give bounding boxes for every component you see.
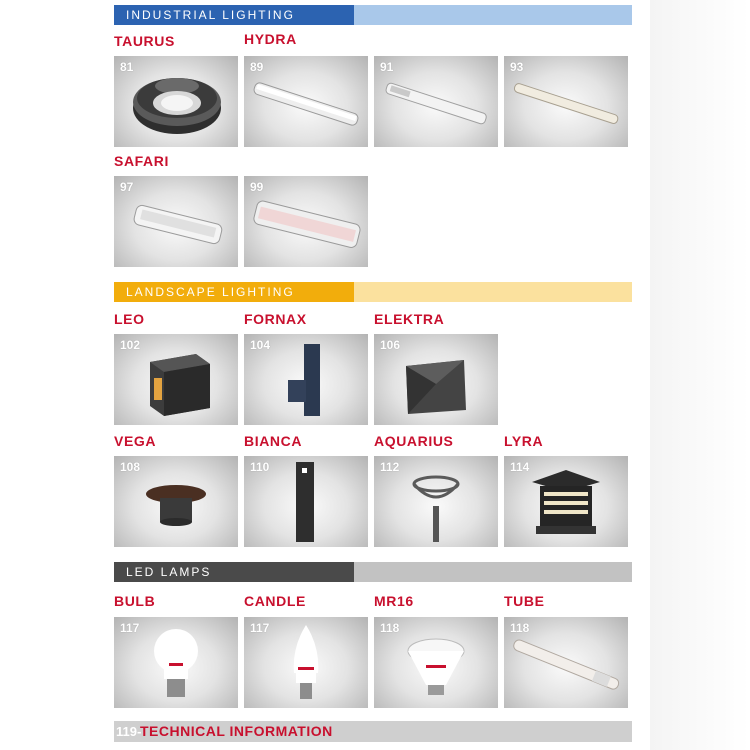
page-number: 106 [380, 338, 401, 352]
page-number: 91 [380, 60, 394, 74]
page-number: 110 [250, 460, 270, 474]
product-name-aquarius: AQUARIUS [374, 433, 454, 449]
led-tube-image [504, 617, 628, 708]
bollard-light-image [244, 456, 368, 547]
product-name-mr16: MR16 [374, 593, 414, 609]
product-tile-elektra[interactable] [374, 334, 498, 425]
page-number: 97 [120, 180, 134, 194]
product-tile-fornax[interactable] [244, 334, 368, 425]
product-tile-tube[interactable] [504, 617, 628, 708]
page-number: 117 [120, 621, 140, 635]
product-tile-bianca[interactable] [244, 456, 368, 547]
page-number: 108 [120, 460, 141, 474]
highbay-lamp-image [114, 56, 238, 147]
page-number: 81 [120, 60, 134, 74]
mr16-spot-image [374, 617, 498, 708]
section-title-industrial: INDUSTRIAL LIGHTING [114, 5, 354, 25]
page-number: 89 [250, 60, 264, 74]
product-tile-safari-97[interactable] [114, 176, 238, 267]
product-tile-lyra[interactable] [504, 456, 628, 547]
product-name-safari: SAFARI [114, 153, 169, 169]
garden-pole-light-image [374, 456, 498, 547]
product-name-lyra: LYRA [504, 433, 544, 449]
pyramid-light-image [374, 334, 498, 425]
section-header-industrial [114, 5, 632, 25]
product-tile-aquarius[interactable] [374, 456, 498, 547]
technical-information-title: TECHNICAL INFORMATION [140, 723, 333, 739]
product-tile-candle[interactable] [244, 617, 368, 708]
product-tile-hydra-91[interactable] [374, 56, 498, 147]
product-tile-taurus[interactable] [114, 56, 238, 147]
product-tile-hydra-93[interactable] [504, 56, 628, 147]
product-name-vega: VEGA [114, 433, 157, 449]
product-name-hydra: HYDRA [244, 31, 297, 47]
section-header-led [114, 562, 632, 582]
product-name-fornax: FORNAX [244, 311, 307, 327]
led-bulb-image [114, 617, 238, 708]
wall-bracket-light-image [244, 334, 368, 425]
product-tile-vega[interactable] [114, 456, 238, 547]
technical-information-bar[interactable] [114, 721, 632, 742]
waterproof-fixture-image [114, 176, 238, 267]
page-number: 104 [250, 338, 271, 352]
batten-lamp-image [374, 56, 498, 147]
section-title-landscape: LANDSCAPE LIGHTING [114, 282, 354, 302]
lantern-light-image [504, 456, 628, 547]
page-number: 99 [250, 180, 264, 194]
product-name-taurus: TAURUS [114, 33, 175, 49]
product-name-bianca: BIANCA [244, 433, 303, 449]
section-title-led: LED LAMPS [114, 562, 354, 582]
product-name-elektra: ELEKTRA [374, 311, 445, 327]
product-tile-bulb[interactable] [114, 617, 238, 708]
product-name-candle: CANDLE [244, 593, 306, 609]
product-tile-hydra-89[interactable] [244, 56, 368, 147]
page-edge-shade [650, 0, 750, 750]
cube-wall-light-image [114, 334, 238, 425]
product-tile-leo[interactable] [114, 334, 238, 425]
product-name-bulb: BULB [114, 593, 156, 609]
page-number: 102 [120, 338, 141, 352]
page-number: 93 [510, 60, 524, 74]
led-candle-image [244, 617, 368, 708]
product-name-tube: TUBE [504, 593, 545, 609]
waterproof-fixture-image [244, 176, 368, 267]
section-header-landscape [114, 282, 632, 302]
mushroom-light-image [114, 456, 238, 547]
page-number: 118 [510, 621, 530, 635]
page-number: 114 [510, 460, 530, 474]
batten-lamp-image [504, 56, 628, 147]
batten-lamp-image [244, 56, 368, 147]
product-name-leo: LEO [114, 311, 145, 327]
product-tile-mr16[interactable] [374, 617, 498, 708]
technical-page-number: 119- [116, 724, 142, 739]
page-number: 118 [380, 621, 400, 635]
page-number: 112 [380, 460, 400, 474]
page-number: 117 [250, 621, 270, 635]
product-tile-safari-99[interactable] [244, 176, 368, 267]
